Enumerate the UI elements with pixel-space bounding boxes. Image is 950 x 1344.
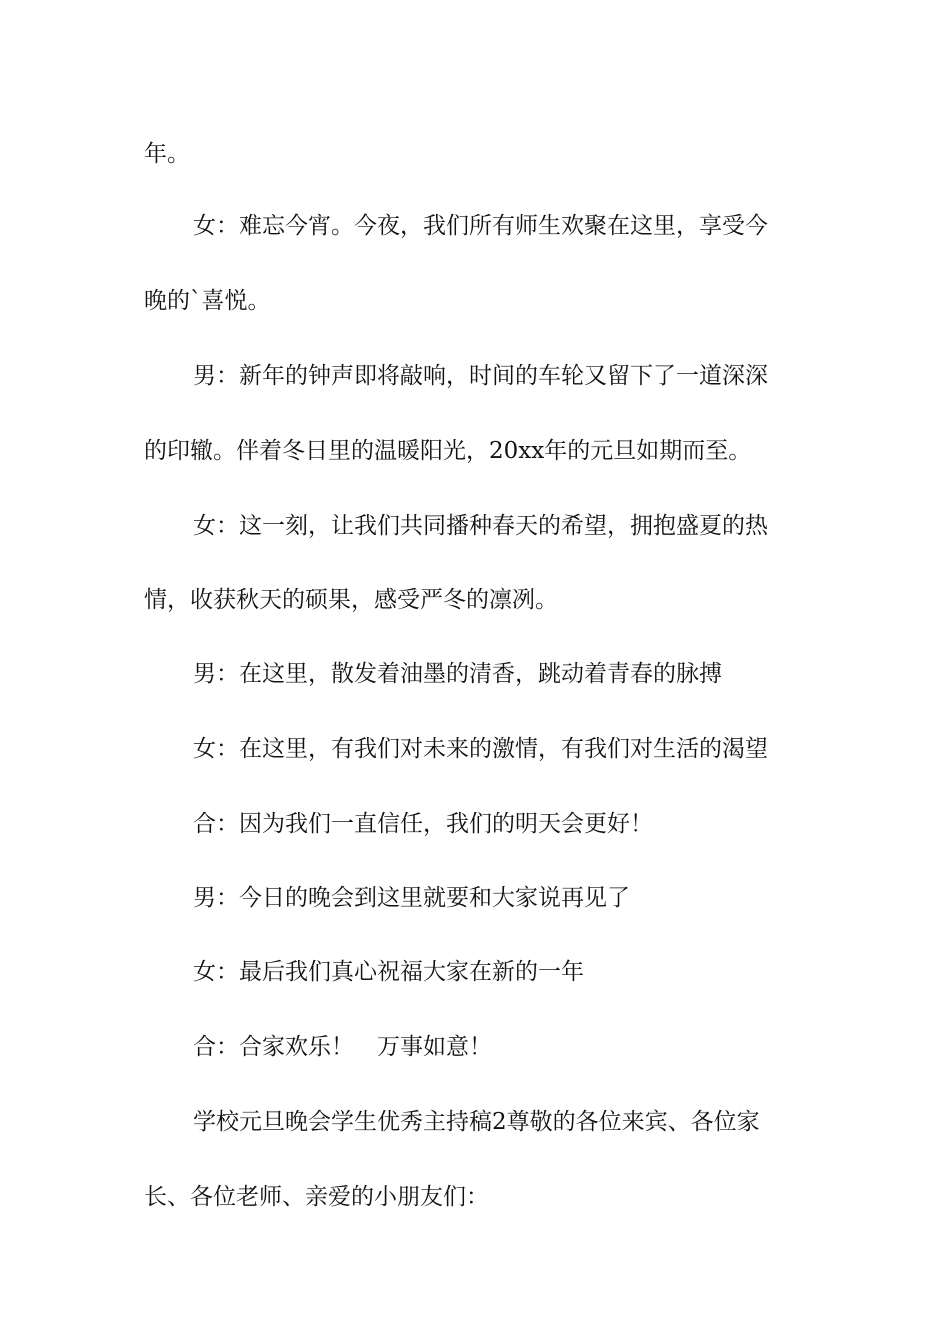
- text-line: 男：在这里，散发着油墨的清香，跳动着青春的脉搏: [193, 661, 722, 687]
- text-line: 合：合家欢乐！ 万事如意！: [193, 1034, 492, 1060]
- text-line: 女：这一刻，让我们共同播种春天的希望，拥抱盛夏的热: [193, 513, 768, 539]
- text-line: 学校元旦晚会学生优秀主持稿2尊敬的各位来宾、各位家: [193, 1109, 760, 1135]
- text-line: 男：新年的钟声即将敲响，时间的车轮又留下了一道深深: [193, 363, 768, 389]
- text-line: 的印辙。伴着冬日里的温暖阳光，20xx年的元旦如期而至。: [144, 438, 752, 464]
- text-line: 年。: [144, 141, 190, 167]
- text-line: 女：最后我们真心祝福大家在新的一年: [193, 959, 584, 985]
- text-line: 合：因为我们一直信任，我们的明天会更好！: [193, 811, 653, 837]
- text-line: 晚的`喜悦。: [144, 288, 271, 314]
- text-line: 长、各位老师、亲爱的小朋友们：: [144, 1184, 489, 1210]
- text-line: 男：今日的晚会到这里就要和大家说再见了: [193, 885, 630, 911]
- text-line: 情，收获秋天的硕果，感受严冬的凛冽。: [144, 587, 558, 613]
- text-line: 女：在这里，有我们对未来的激情，有我们对生活的渴望: [193, 736, 768, 762]
- text-line: 女：难忘今宵。今夜，我们所有师生欢聚在这里，享受今: [193, 213, 768, 239]
